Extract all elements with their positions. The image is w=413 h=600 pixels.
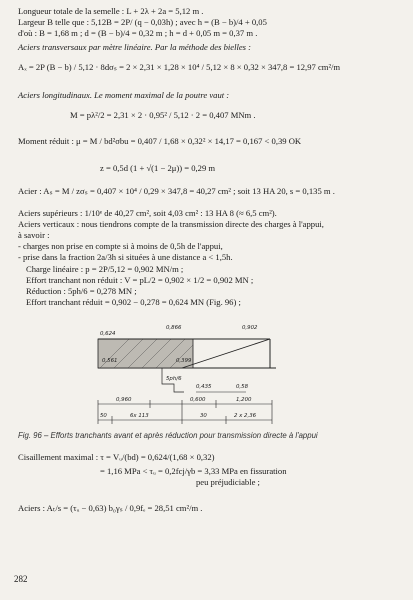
text-line-width: Largeur B telle que : 5,12B = 2P/ (q − 0,03h) ; avec h = (B − b)/4 + 0,05 (18, 17, 267, 27)
label-0-58: 0,58 (236, 384, 249, 390)
label-0-624: 0,624 (100, 331, 116, 337)
text-line-rule-2: - prise dans la fraction 2a/3h si situées à une distance a < 1,5h. (18, 252, 233, 262)
label-0-435: 0,435 (196, 384, 212, 390)
formula-moment: M = pλ²/2 = 2,31 × 2 · 0,95² / 5,12 · 2 = 0,407 MNm . (70, 110, 256, 120)
label-6x113: 6x 113 (130, 413, 149, 419)
label-0-561: 0,561 (102, 358, 118, 364)
text-line-linear-load: Charge linéaire : p = 2P/5,12 = 0,902 MN/m ; (26, 264, 184, 274)
label-0-600: 0,600 (190, 397, 206, 403)
text-line-longitudinal-steel: Aciers longitudinaux. Le moment maximal de la poutre vaut : (18, 90, 230, 100)
text-line-vertical-steel: Aciers verticaux : nous tiendrons compte de la transmission directe des charges à l'appui, (18, 219, 324, 229)
formula-stirrup-steel: Aciers : Aₜ/s = (τᵤ − 0,63) b₀γₛ / 0,9fₑ = 28,51 cm²/m . (18, 503, 203, 513)
figure-caption: Fig. 96 – Efforts tranchants avant et après réduction pour transmission directe à l'appui (18, 431, 318, 440)
label-0-960: 0,960 (116, 397, 132, 403)
formula-max-shear: Cisaillement maximal : τ = Vᵤ/(bd) = 0,624/(1,68 × 0,32) (18, 452, 215, 462)
text-line-total-length: Longueur totale de la semelle : L + 2λ + 2a = 5,12 m . (18, 6, 204, 16)
label-30: 30 (200, 413, 207, 419)
text-line-reduction: Réduction : 5ph/6 = 0,278 MN ; (26, 286, 137, 296)
text-line-unreduced-shear: Effort tranchant non réduit : V = pL/2 = 0,902 × 1/2 = 0,902 MN ; (26, 275, 254, 285)
formula-reduced-moment: Moment réduit : μ = M / bd²σbu = 0,407 / 1,68 × 0,32² × 14,17 = 0,167 < 0,39 OK (18, 136, 302, 146)
dim-ticks (98, 400, 272, 424)
text-line-namely: à savoir : (18, 230, 50, 240)
label-0-866: 0,866 (166, 325, 182, 331)
text-line-transverse-steel: Aciers transversaux par mètre linéaire. Par la méthode des bielles : (18, 42, 252, 52)
formula-steel-area: Acier : Aₛ = M / zσₛ = 0,407 × 10⁴ / 0,29 × 347,8 = 40,27 cm² ; soit 13 HA 20, s = 0,135 m . (18, 186, 335, 196)
text-line-rule-1: - charges non prise en compte si à moins de 0,5h de l'appui, (18, 241, 223, 251)
label-1-200: 1,200 (236, 397, 252, 403)
text-line-reduced-shear: Effort tranchant réduit = 0,902 − 0,278 = 0,624 MN (Fig. 96) ; (26, 297, 241, 307)
formula-lever-arm: z = 0,5d (1 + √(1 − 2μ)) = 0,29 m (100, 163, 216, 173)
page-number: 282 (14, 574, 28, 584)
label-5ph6: 5ph/6 (166, 376, 182, 382)
text-line-non-prejudicial: peu préjudiciable ; (196, 477, 260, 487)
label-0-399: 0,399 (176, 358, 192, 364)
label-0-902: 0,902 (242, 325, 258, 331)
formula-shear-limit: = 1,16 MPa < τᵤ = 0,2fcj/γb = 3,33 MPa en fissuration (100, 466, 287, 476)
formula-transverse-area: Aₓ = 2P (B − b) / 5,12 · 8dσₛ = 2 × 2,31 × 1,28 × 10⁴ / 5,12 × 8 × 0,32 × 347,8 = 12,97 cm²/m (18, 62, 341, 72)
text-line-dimensions: d'où : B = 1,68 m ; d = (B − b)/4 = 0,32 m ; h = d + 0,05 m = 0,37 m . (18, 28, 258, 38)
text-line-upper-steel: Aciers supérieurs : 1/10ᵉ de 40,27 cm², soit 4,03 cm² : 13 HA 8 (≈ 6,5 cm²). (18, 208, 277, 218)
label-50: 50 (100, 413, 107, 419)
label-2x236: 2 x 2,36 (234, 413, 257, 419)
reduced-shear-diagonal (182, 339, 270, 368)
shear-force-diagram (96, 322, 278, 428)
